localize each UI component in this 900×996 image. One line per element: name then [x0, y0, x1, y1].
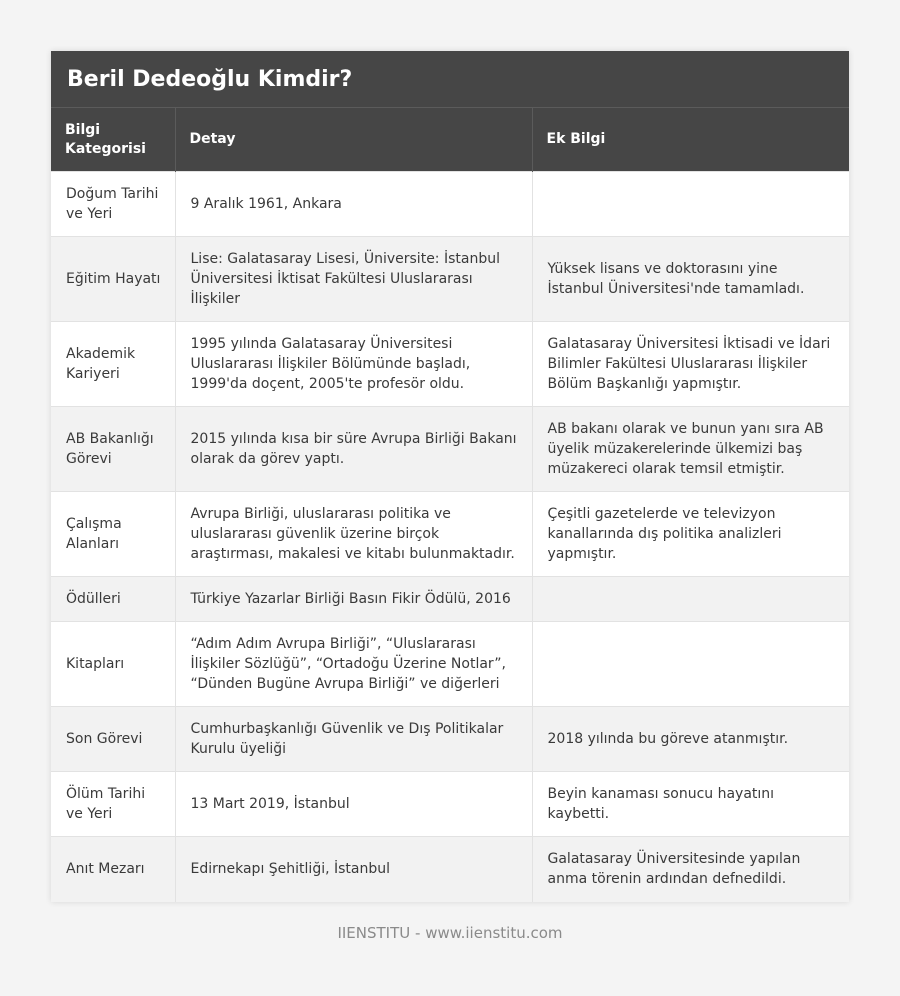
cell-detail: Cumhurbaşkanlığı Güvenlik ve Dış Politikalar Kurulu üyeliği [175, 707, 532, 772]
cell-category: Doğum Tarihi ve Yeri [51, 172, 175, 237]
cell-category: Anıt Mezarı [51, 837, 175, 902]
cell-extra [532, 172, 849, 237]
cell-detail: 9 Aralık 1961, Ankara [175, 172, 532, 237]
cell-category: Eğitim Hayatı [51, 237, 175, 322]
cell-category: AB Bakanlığı Görevi [51, 407, 175, 492]
table-row [51, 577, 849, 622]
cell-extra: Yüksek lisans ve doktorasını yine İstanbul Üniversitesi'nde tamamladı. [532, 237, 849, 322]
cell-detail: 2015 yılında kısa bir süre Avrupa Birliği Bakanı olarak da görev yaptı. [175, 407, 532, 492]
cell-extra: Galatasaray Üniversitesinde yapılan anma törenin ardından defnedildi. [532, 837, 849, 902]
cell-category: Akademik Kariyeri [51, 322, 175, 407]
cell-extra: Galatasaray Üniversitesi İktisadi ve İdari Bilimler Fakültesi Uluslararası İlişkiler Bölüm Başkanlığı yapmıştır. [532, 322, 849, 407]
cell-extra: 2018 yılında bu göreve atanmıştır. [532, 707, 849, 772]
header-category: Bilgi Kategorisi [51, 108, 175, 172]
info-table [51, 107, 849, 902]
info-card [51, 51, 849, 902]
cell-extra [532, 622, 849, 707]
cell-detail: Lise: Galatasaray Lisesi, Üniversite: İstanbul Üniversitesi İktisat Fakültesi Uluslararası İlişkiler [175, 237, 532, 322]
table-row [51, 772, 849, 837]
cell-category: Kitapları [51, 622, 175, 707]
header-detail: Detay [175, 108, 532, 172]
header-extra: Ek Bilgi [532, 108, 849, 172]
cell-extra: Beyin kanaması sonucu hayatını kaybetti. [532, 772, 849, 837]
cell-category: Son Görevi [51, 707, 175, 772]
cell-detail: Edirnekapı Şehitliği, İstanbul [175, 837, 532, 902]
cell-detail: Avrupa Birliği, uluslararası politika ve uluslararası güvenlik üzerine birçok araştırması, makalesi ve kitabı bulunmaktadır. [175, 492, 532, 577]
cell-detail: 1995 yılında Galatasaray Üniversitesi Uluslararası İlişkiler Bölümünde başladı, 1999'da doçent, 2005'te profesör oldu. [175, 322, 532, 407]
table-row [51, 407, 849, 492]
cell-category: Ödülleri [51, 577, 175, 622]
cell-extra: AB bakanı olarak ve bunun yanı sıra AB üyelik müzakerelerinde ülkemizi baş müzakereci olarak temsil etmiştir. [532, 407, 849, 492]
table-header-row [51, 108, 849, 172]
cell-detail: Türkiye Yazarlar Birliği Basın Fikir Ödülü, 2016 [175, 577, 532, 622]
cell-extra: Çeşitli gazetelerde ve televizyon kanallarında dış politika analizleri yapmıştır. [532, 492, 849, 577]
table-row [51, 237, 849, 322]
page-title: Beril Dedeoğlu Kimdir? [51, 51, 849, 107]
cell-category: Çalışma Alanları [51, 492, 175, 577]
cell-detail: “Adım Adım Avrupa Birliği”, “Uluslararası İlişkiler Sözlüğü”, “Ortadoğu Üzerine Notlar”, “Dünden Bugüne Avrupa Birliği” ve diğerleri [175, 622, 532, 707]
table-row [51, 707, 849, 772]
table-row [51, 322, 849, 407]
table-row [51, 837, 849, 902]
cell-category: Ölüm Tarihi ve Yeri [51, 772, 175, 837]
table-row [51, 622, 849, 707]
cell-detail: 13 Mart 2019, İstanbul [175, 772, 532, 837]
table-row [51, 172, 849, 237]
cell-extra [532, 577, 849, 622]
table-row [51, 492, 849, 577]
footer-credit: IIENSTITU - www.iienstitu.com [337, 924, 563, 942]
